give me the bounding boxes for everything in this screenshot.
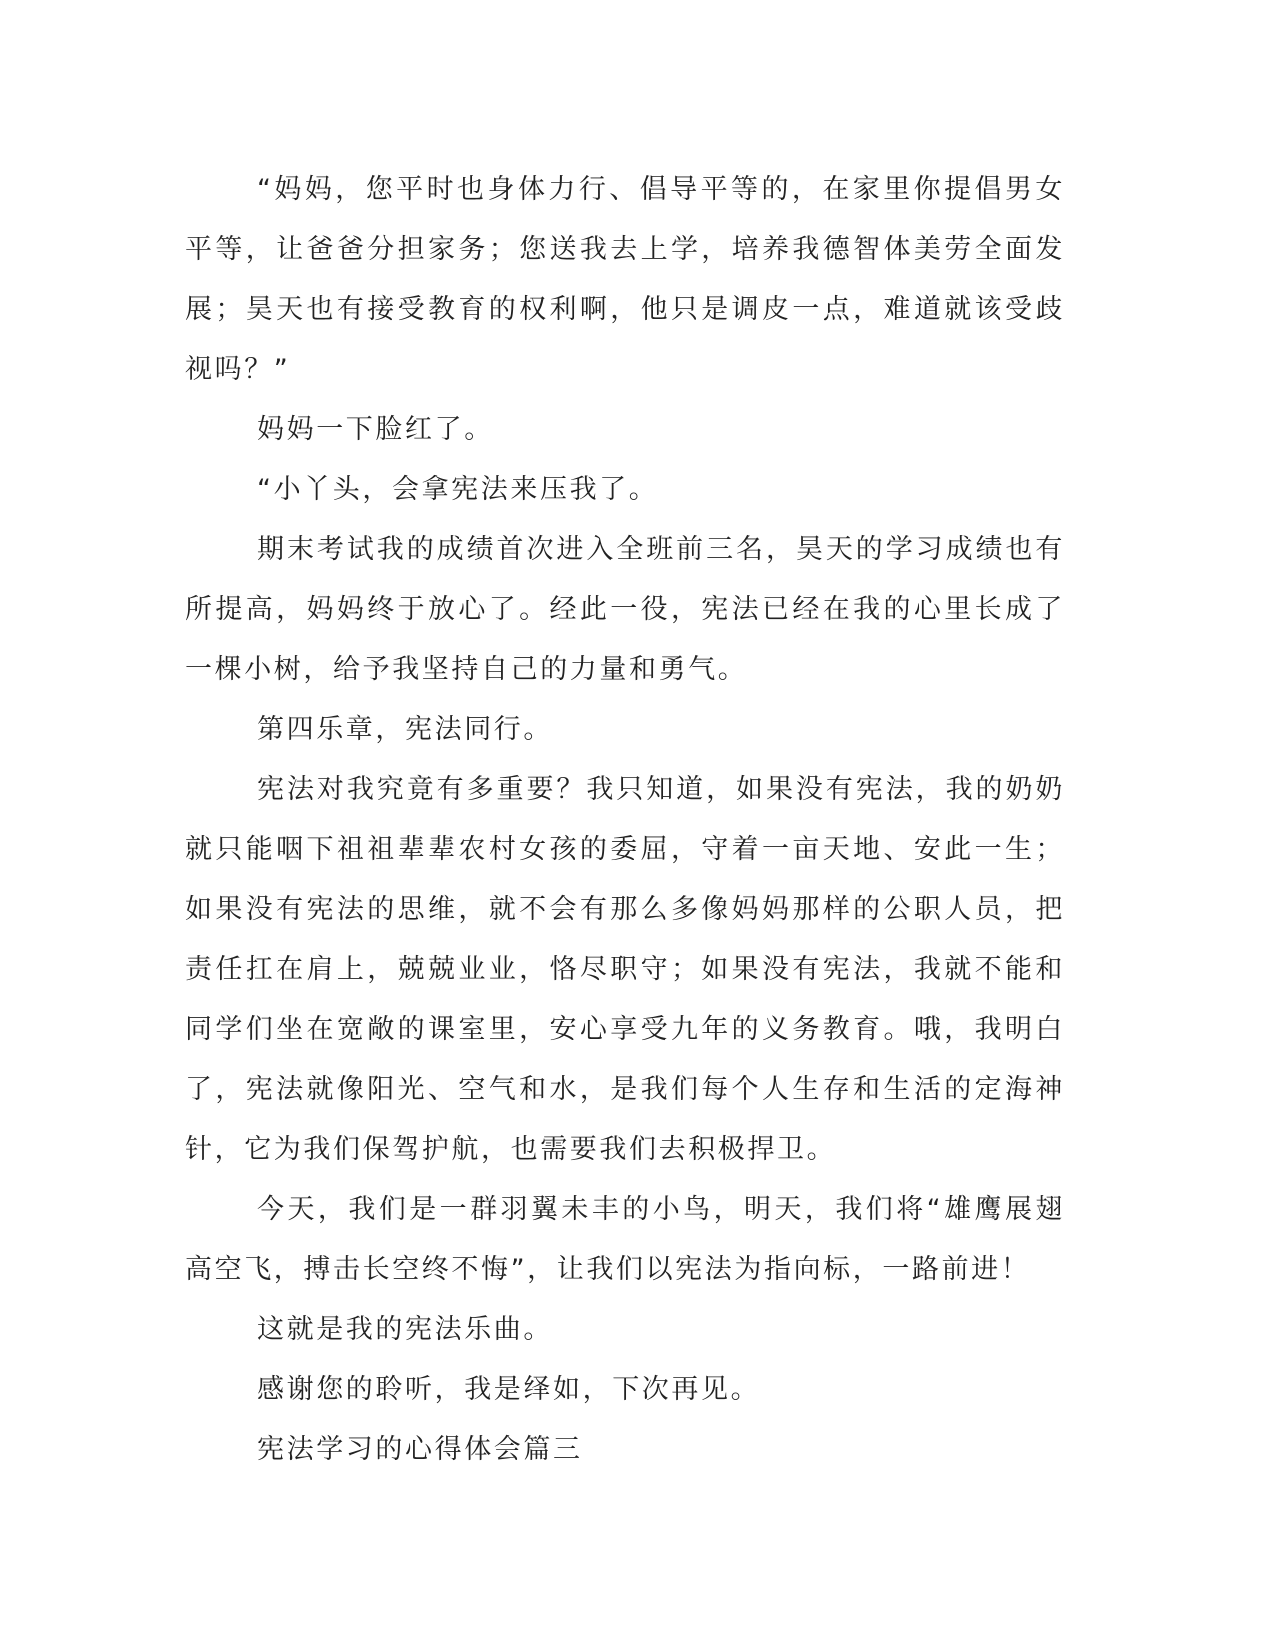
section-heading: 宪法学习的心得体会篇三: [257, 1434, 583, 1465]
paragraph: 妈妈一下脸红了。: [257, 414, 494, 445]
document-body: [185, 160, 1065, 1480]
paragraph: 这就是我的宪法乐曲。: [257, 1314, 553, 1345]
paragraph: 宪法对我究竟有多重要？我只知道，如果没有宪法，我的奶奶就只能咽下祖祖辈辈农村女孩的委屈，守着一亩天地、安此一生；如果没有宪法的思维，就不会有那么多像妈妈那样的公职人员，把责任扛在肩上，兢兢业业，恪尽职守；如果没有宪法，我就不能和同学们坐在宽敞的课室里，安心享受九年的义务教育。哦，我明白了，宪法就像阳光、空气和水，是我们每个人生存和生活的定海神针，它为我们保驾护航，也需要我们去积极捍卫。: [185, 774, 1065, 1165]
paragraph: 期末考试我的成绩首次进入全班前三名，昊天的学习成绩也有所提高，妈妈终于放心了。经此一役，宪法已经在我的心里长成了一棵小树，给予我坚持自己的力量和勇气。: [185, 534, 1065, 685]
paragraph: 第四乐章，宪法同行。: [257, 714, 553, 745]
paragraph: “妈妈，您平时也身体力行、倡导平等的，在家里你提倡男女平等，让爸爸分担家务；您送我去上学，培养我德智体美劳全面发展；昊天也有接受教育的权利啊，他只是调皮一点，难道就该受歧视吗？”: [185, 174, 1065, 385]
paragraph: 今天，我们是一群羽翼未丰的小鸟，明天，我们将“雄鹰展翅高空飞，搏击长空终不悔”，让我们以宪法为指向标，一路前进！: [185, 1194, 1065, 1285]
paragraph: 感谢您的聆听，我是绎如，下次再见。: [257, 1374, 761, 1405]
paragraph: “小丫头，会拿宪法来压我了。: [257, 474, 659, 505]
